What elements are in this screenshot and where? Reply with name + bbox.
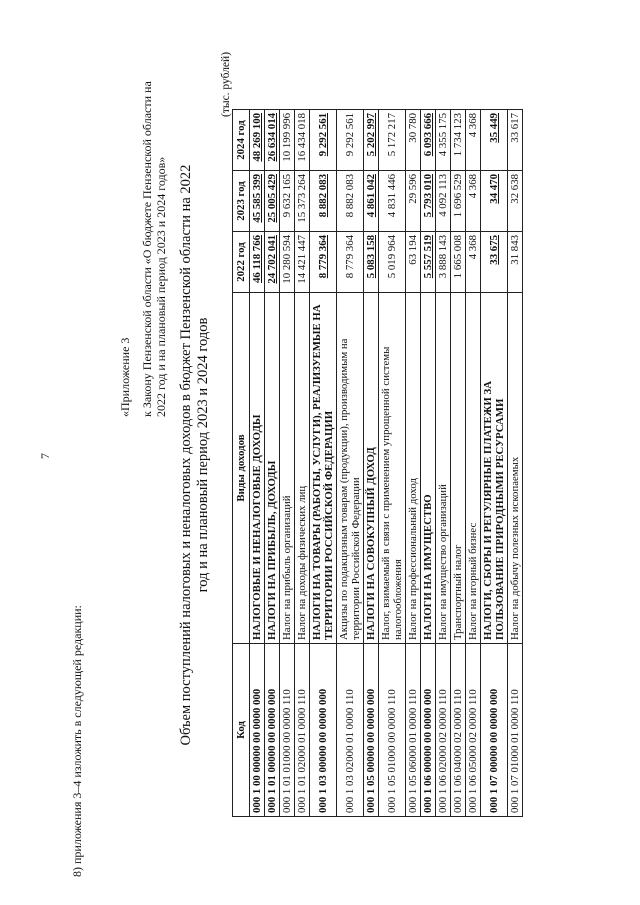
law-reference: к Закону Пензенской области «О бюджете Пензенской области на 2022 год и на плановый период 2023 и 2024 годов» <box>140 81 168 417</box>
cell-name: НАЛОГИ НА ТОВАРЫ (РАБОТЫ, УСЛУГИ), РЕАЛИЗУЕМЫЕ НА ТЕРРИТОРИИ РОССИЙСКОЙ ФЕДЕРАЦИИ <box>310 293 337 644</box>
appendix-label: «Приложение 3 <box>118 337 132 417</box>
cell-name: Налог на прибыль организаций <box>280 293 295 644</box>
cell-2022: 33 675 <box>481 232 508 293</box>
cell-name: НАЛОГИ, СБОРЫ И РЕГУЛЯРНЫЕ ПЛАТЕЖИ ЗА ПОЛЬЗОВАНИЕ ПРИРОДНЫМИ РЕСУРСАМИ <box>481 293 508 644</box>
cell-name: Налог на доходы физических лиц <box>295 293 310 644</box>
cell-code: 000 1 07 01000 01 0000 110 <box>508 644 523 817</box>
table-row <box>421 110 436 817</box>
cell-2024: 35 449 <box>481 110 508 171</box>
table-row <box>295 110 310 817</box>
cell-2023: 15 373 264 <box>295 171 310 232</box>
cell-2022: 3 888 143 <box>436 232 451 293</box>
cell-name: Налог на добычу полезных ископаемых <box>508 293 523 644</box>
cell-2022: 10 280 594 <box>280 232 295 293</box>
cell-2023: 29 596 <box>406 171 421 232</box>
table-row <box>481 110 508 817</box>
cell-name: НАЛОГОВЫЕ И НЕНАЛОГОВЫЕ ДОХОДЫ <box>250 293 265 644</box>
table-row <box>310 110 337 817</box>
cell-name: НАЛОГИ НА СОВОКУПНЫЙ ДОХОД <box>364 293 379 644</box>
cell-2023: 1 696 529 <box>451 171 466 232</box>
cell-name: Налог на имущество организаций <box>436 293 451 644</box>
header-2024: 2024 год <box>233 110 250 171</box>
cell-name: Транспортный налог <box>451 293 466 644</box>
table-row <box>466 110 481 817</box>
table-row <box>280 110 295 817</box>
cell-2022: 8 779 364 <box>310 232 337 293</box>
cell-name: Налог на игорный бизнес <box>466 293 481 644</box>
cell-2022: 5 083 158 <box>364 232 379 293</box>
cell-code: 000 1 01 02000 01 0000 110 <box>295 644 310 817</box>
header-name: Виды доходов <box>233 293 250 644</box>
cell-2023: 4 368 <box>466 171 481 232</box>
cell-2024: 5 172 217 <box>379 110 406 171</box>
cell-2022: 63 194 <box>406 232 421 293</box>
cell-2023: 9 632 165 <box>280 171 295 232</box>
cell-2022: 31 843 <box>508 232 523 293</box>
cell-name: НАЛОГИ НА ИМУЩЕСТВО <box>421 293 436 644</box>
cell-2024: 1 734 123 <box>451 110 466 171</box>
cell-2023: 8 882 083 <box>337 171 364 232</box>
revenue-table <box>232 109 523 817</box>
table-row <box>436 110 451 817</box>
table-row <box>337 110 364 817</box>
cell-code: 000 1 05 00000 00 0000 000 <box>364 644 379 817</box>
cell-code: 000 1 06 05000 02 0000 110 <box>466 644 481 817</box>
cell-code: 000 1 06 00000 00 0000 000 <box>421 644 436 817</box>
cell-2024: 30 780 <box>406 110 421 171</box>
table-row <box>451 110 466 817</box>
cell-2023: 25 005 429 <box>265 171 280 232</box>
cell-2023: 34 470 <box>481 171 508 232</box>
cell-2023: 4 092 113 <box>436 171 451 232</box>
document-title: Объем поступлений налоговых и неналоговых доходов в бюджет Пензенской области на 2022 год и на плановый период 2023 и 2024 годов <box>178 164 211 746</box>
cell-code: 000 1 07 00000 00 0000 000 <box>481 644 508 817</box>
cell-name: Налог на профессиональный доход <box>406 293 421 644</box>
cell-2023: 4 861 042 <box>364 171 379 232</box>
table-row <box>379 110 406 817</box>
cell-code: 000 1 00 00000 00 0000 000 <box>250 644 265 817</box>
intro-text: 8) приложения 3–4 изложить в следующей редакции: <box>70 605 84 877</box>
cell-2022: 5 557 519 <box>421 232 436 293</box>
cell-2022: 46 118 766 <box>250 232 265 293</box>
page-number: 7 <box>38 453 52 459</box>
cell-2024: 33 617 <box>508 110 523 171</box>
cell-2024: 5 202 997 <box>364 110 379 171</box>
cell-code: 000 1 06 04000 02 0000 110 <box>451 644 466 817</box>
cell-name: Налог, взимаемый в связи с применением упрощенной системы налогообложения <box>379 293 406 644</box>
table-row <box>406 110 421 817</box>
table-row <box>250 110 265 817</box>
cell-2024: 10 199 996 <box>280 110 295 171</box>
header-2022: 2022 год <box>233 232 250 293</box>
cell-2023: 8 882 083 <box>310 171 337 232</box>
table-header-row <box>233 110 250 817</box>
cell-2022: 8 779 364 <box>337 232 364 293</box>
cell-2024: 9 292 561 <box>337 110 364 171</box>
cell-2024: 16 434 018 <box>295 110 310 171</box>
header-code: Код <box>233 644 250 817</box>
table-row <box>364 110 379 817</box>
cell-2022: 4 368 <box>466 232 481 293</box>
table-row <box>508 110 523 817</box>
units-label: (тыс. рублей) <box>220 51 232 117</box>
cell-code: 000 1 03 00000 00 0000 000 <box>310 644 337 817</box>
cell-name: Акцизы по подакцизным товарам (продукции), производимым на территории Российской Федерации <box>337 293 364 644</box>
cell-code: 000 1 05 01000 00 0000 110 <box>379 644 406 817</box>
cell-2022: 1 665 008 <box>451 232 466 293</box>
cell-2023: 5 793 010 <box>421 171 436 232</box>
cell-code: 000 1 06 02000 02 0000 110 <box>436 644 451 817</box>
cell-code: 000 1 03 02000 01 0000 110 <box>337 644 364 817</box>
cell-2024: 26 634 014 <box>265 110 280 171</box>
cell-2023: 32 638 <box>508 171 523 232</box>
cell-2023: 45 585 399 <box>250 171 265 232</box>
cell-2024: 4 368 <box>466 110 481 171</box>
cell-code: 000 1 05 06000 01 0000 110 <box>406 644 421 817</box>
cell-code: 000 1 01 00000 00 0000 000 <box>265 644 280 817</box>
cell-2024: 48 269 100 <box>250 110 265 171</box>
cell-name: НАЛОГИ НА ПРИБЫЛЬ, ДОХОДЫ <box>265 293 280 644</box>
cell-2022: 5 019 964 <box>379 232 406 293</box>
cell-2024: 6 093 666 <box>421 110 436 171</box>
cell-2022: 14 421 447 <box>295 232 310 293</box>
cell-2024: 9 292 561 <box>310 110 337 171</box>
cell-code: 000 1 01 01000 00 0000 110 <box>280 644 295 817</box>
cell-2024: 4 355 175 <box>436 110 451 171</box>
cell-2023: 4 831 446 <box>379 171 406 232</box>
cell-2022: 24 702 041 <box>265 232 280 293</box>
header-2023: 2023 год <box>233 171 250 232</box>
table-row <box>265 110 280 817</box>
